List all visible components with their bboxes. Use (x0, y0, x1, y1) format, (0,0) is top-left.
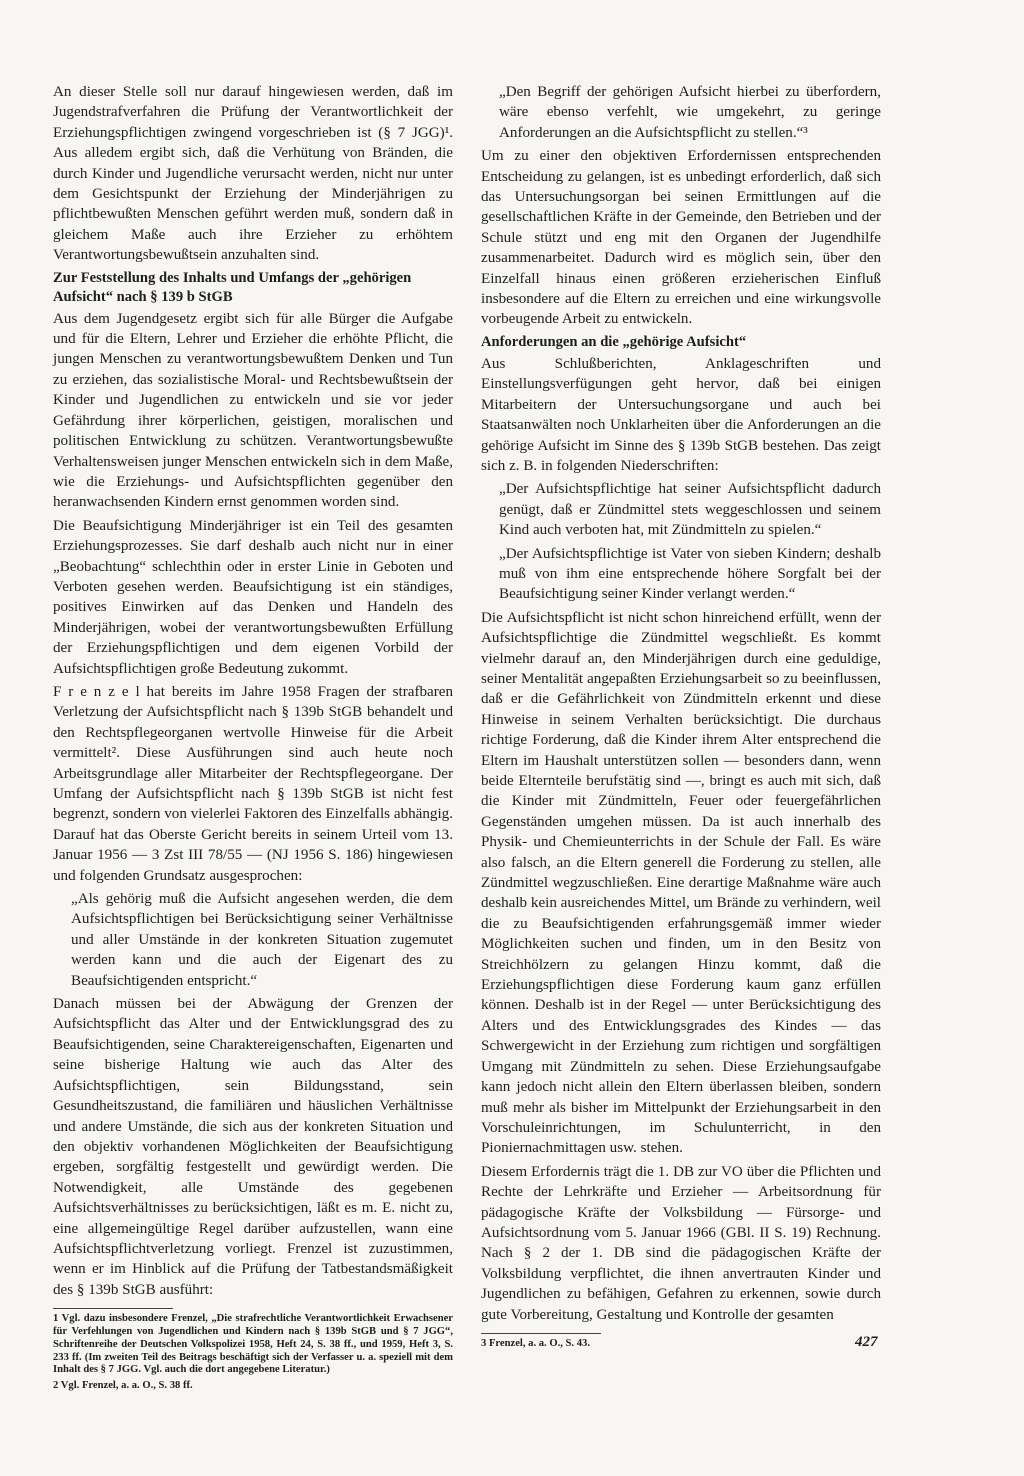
right-column (481, 82, 881, 1354)
footnote-divider-right (481, 1333, 601, 1334)
footnote-divider (53, 1308, 173, 1309)
page-number: 427 (855, 1334, 878, 1350)
footnote-2: 2 Vgl. Frenzel, a. a. O., S. 38 ff. (53, 1380, 193, 1392)
quote-record-2: „Der Aufsichtspflichtige ist Vater von sieben Kindern; deshalb muß von ihm eine entsprechende höhere Sorgfalt bei der Beaufsichtigung seiner Kinder verlangt werden.“ (499, 545, 881, 603)
paragraph-frenzel: F r e n z e l hat bereits im Jahre 1958 Fragen der strafbaren Verletzung der Aufsichtspflicht nach § 139b StGB behandelt und den Rechtspflegeorganen wertvolle Hinweise für die Arbeit vermittelt². Diese Ausführungen sind auch heute noch Arbeitsgrundlage aller Mitarbeiter der Rechtspflegeorgane. Der Umfang der Aufsichtspflicht nach § 139b StGB ist nicht fest begrenzt, sondern von vielerlei Faktoren des Einzelfalls abhängig. Darauf hat das Oberste Gericht bereits in seinem Urteil vom 13. Januar 1956 — 3 Zst III 78/55 — (NJ 1956 S. 186) hingewiesen und folgenden Grundsatz ausgesprochen: (53, 683, 453, 884)
quote-record-1: „Der Aufsichtspflichtige hat seiner Aufsichtspflicht dadurch genügt, daß er Zündmittel stets weggeschlossen und seinem Kind auch verboten hat, mit Zündmitteln zu spielen.“ (499, 481, 881, 539)
section-heading-requirements: Anforderungen an die „gehörige Aufsicht“ (481, 333, 747, 350)
intro-paragraph: An dieser Stelle soll nur darauf hingewiesen werden, daß im Jugendstrafverfahren die Prüfung der Verantwortlichkeit der Erziehungspflichtigen zwingend vorgeschrieben ist (§ 7 JGG)¹. Aus alledem ergibt sich, daß die Verhütung von Bränden, die durch Kinder und Jugendliche verursacht werden, nicht nur unter dem Gesichtspunkt der Erziehung der Minderjährigen zu pflichtbewußten Menschen geführt werden muß, sondern daß in gleichem Maße auch ihre Erzieher zu erhöhtem Verantwortungsbewußtsein anzuhalten sind. (53, 84, 453, 264)
paragraph-duty-not-fulfilled: Die Aufsichtspflicht ist nicht schon hinreichend erfüllt, wenn der Aufsichtspflichtige die Zündmittel wegschließt. Es kommt vielmehr darauf an, den Minderjährigen durch eine geduldige, seiner Mentalität angepaßten Erziehungsarbeit so zu beeinflussen, daß er die Gefährlichkeit von Zündmitteln erkennt und diese Hinweise in seinem Verhalten berücksichtigt. Die durchaus richtige Forderung, daß die Kinder ihrem Alter entsprechend die Eltern im Haushalt unterstützen sollen — besonders dann, wenn beide Elternteile berufstätig sind —, bringt es auch mit sich, daß die Kinder mit Zündmitteln, Feuer oder feuergefährlichen Gegenständen umgehen müssen. Da ist auch innerhalb des Physik- und Chemieunterrichts in der Schule der Fall. Es wäre also falsch, an die Eltern generell die Forderung zu stellen, alle Zündmittel wegzuschließen. Eine derartige Maßnahme wäre auch deshalb kein ausreichendes Mittel, um Brände zu verhindern, weil die zu Beaufsichtigenden erfahrungsgemäß immer wieder Möglichkeiten suchen und finden, um in den Besitz von Streichhölzern zu gelangen Hinzu kommt, daß die Erziehungspflichtigen diese Forderung kaum ganz erfüllen können. Deshalb ist in der Regel — unter Berücksichtigung des Alters und des Entwicklungsgrades des Kindes — das Schwergewicht in der Erziehung zum richtigen und sorgfältigen Umgang mit Zündmitteln zu sehen. Diese Erziehungsaufgabe kann jedoch nicht allein den Eltern überlassen bleiben, sondern muß mehr als bisher im Mittelpunkt der Erziehungsarbeit in den Vorschuleinrichtungen, im Schulunterricht, in den Pioniernachmittagen usw. stehen. (481, 609, 881, 1157)
quote-frenzel: „Den Begriff der gehörigen Aufsicht hierbei zu überfordern, wäre ebenso verfehlt, wie umgekehrt, zu geringe Anforderungen an die Aufsichtspflicht zu stellen.“³ (499, 84, 881, 141)
left-column (53, 82, 453, 1396)
paragraph-weighing-limits: Danach müssen bei der Abwägung der Grenzen der Aufsichtspflicht das Alter und der Entwicklungsgrad des zu Beaufsichtigenden, seine Charaktereigenschaften, Eigenarten und seine bisherige Haltung wie auch das Alter des Aufsichtspflichtigen, sein Bildungsstand, sein Gesundheitszustand, die familiären und häuslichen Verhältnisse und andere Umstände, die sich aus der konkreten Situation und den objektiv vorhandenen Möglichkeiten der Beaufsichtigung ergeben, sorgfältig festgestellt und gewürdigt werden. Die Notwendigkeit, alle Umstände des gegebenen Aufsichtsverhältnisses zu berücksichtigen, läßt es m. E. nicht zu, eine allgemeingültige Regel darüber aufzustellen, wann eine Aufsichtspflichtverletzung vorliegt. Frenzel ist zuzustimmen, wenn er im Hinblick auf die Prüfung der Tatbestandsmäßigkeit des § 139b StGB ausführt: (53, 996, 453, 1298)
paragraph-supervision-process: Die Beaufsichtigung Minderjähriger ist ein Teil des gesamten Erziehungsprozesses. Sie darf deshalb auch nicht nur in einer „Beobachtung“ schlechthin oder in erster Linie in Geboten und Verboten gesehen werden. Beaufsichtigung ist ein ständiges, positives Einwirken auf das Denken und Handeln des Minderjährigen, wobei der verantwortungsbewußten Erfüllung der Erziehungspflichtigen und dem eigenen Vorbild der Aufsichtspflichtigen große Bedeutung zukommt. (53, 517, 453, 677)
footnote-3: 3 Frenzel, a. a. O., S. 43. (481, 1337, 590, 1349)
paragraph-investigation: Um zu einer den objektiven Erfordernissen entsprechenden Entscheidung zu gelangen, ist es unbedingt erforderlich, daß sich das Untersuchungsorgan bei seinen Ermittlungen auf die gesellschaftlichen Kräfte in der Gemeinde, den Betrieben und der Schule stützt und eng mit den Organen der Jugendhilfe zusammenarbeitet. Dadurch wird es möglich sein, über den Einzelfall hinaus einen größeren erzieherischen Einfluß insbesondere auf die Eltern zu erreichen und eine wirkungsvolle vorbeugende Arbeit zu entwickeln. (481, 148, 881, 328)
section-heading-scope: Zur Feststellung des Inhalts und Umfangs der „gehörigen Aufsicht“ nach § 139 b StGB (53, 269, 412, 305)
quote-supreme-court: „Als gehörig muß die Aufsicht angesehen werden, die dem Aufsichtspflichtigen bei Berücksichtigung seiner Verhältnisse und aller Umstände in der konkreten Situation zugemutet werden kann und die auch der Eigenart des zu Beaufsichtigenden entspricht.“ (71, 891, 453, 989)
footnote-1: 1 Vgl. dazu insbesondere Frenzel, „Die strafrechtliche Verantwortlichkeit Erwachsener für Verfehlungen von Jugendlichen und Kindern nach § 139b StGB und § 7 JGG“, Schriftenreihe der Deutschen Volkspolizei 1958, Heft 24, S. 38 ff., und 1959, Heft 3, S. 233 ff. (Im zweiten Teil des Beitrags beschäftigt sich der Verfasser u. a. speziell mit dem Inhalt des § 7 JGG. Vgl. auch die dort angegebene Literatur.) (53, 1313, 453, 1376)
paragraph-youth-law: Aus dem Jugendgesetz ergibt sich für alle Bürger die Aufgabe und für die Eltern, Lehrer und Erzieher die erhöhte Pflicht, die jungen Menschen zu verantwortungsbewußtem Denken und Tun zu erziehen, das sozialistische Moral- und Rechtsbewußtsein der Kinder und Jugendlichen zu entwickeln und sie vor jeder Gefährdung ihrer körperlichen, geistigen, moralischen und politischen Entwicklung zu schützen. Verantwortungsbewußte Verhaltensweisen junger Menschen entwickeln sich in dem Maße, wie die Erziehungs- und Aufsichtspflichten gegenüber den heranwachsenden Kindern ernst genommen worden sind. (53, 310, 453, 511)
paragraph-regulation: Diesem Erfordernis trägt die 1. DB zur VO über die Pflichten und Rechte der Lehrkräfte und Erzieher — Arbeitsordnung für pädagogische Kräfte der Volksbildung — Fürsorge- und Aufsichtsordnung vom 5. Januar 1966 (GBl. II S. 19) Rechnung. Nach § 2 der 1. DB sind die pädagogischen Kräfte der Volksbildung verpflichtet, die ihnen anvertrauten Kinder und Jugendlichen zu befähigen, Gefahren zu erkennen, sowie durch gute Vorbereitung, Gestaltung und Kontrolle der gesamten (481, 1163, 881, 1323)
paragraph-reports: Aus Schlußberichten, Anklageschriften und Einstellungsverfügungen geht hervor, daß bei einigen Mitarbeitern der Untersuchungsorgane und auch bei Staatsanwälten noch Unklarheiten über die Anforderungen an die gehörige Aufsicht im Sinne des § 139b StGB bestehen. Das zeigt sich z. B. in folgenden Niederschriften: (481, 355, 881, 474)
